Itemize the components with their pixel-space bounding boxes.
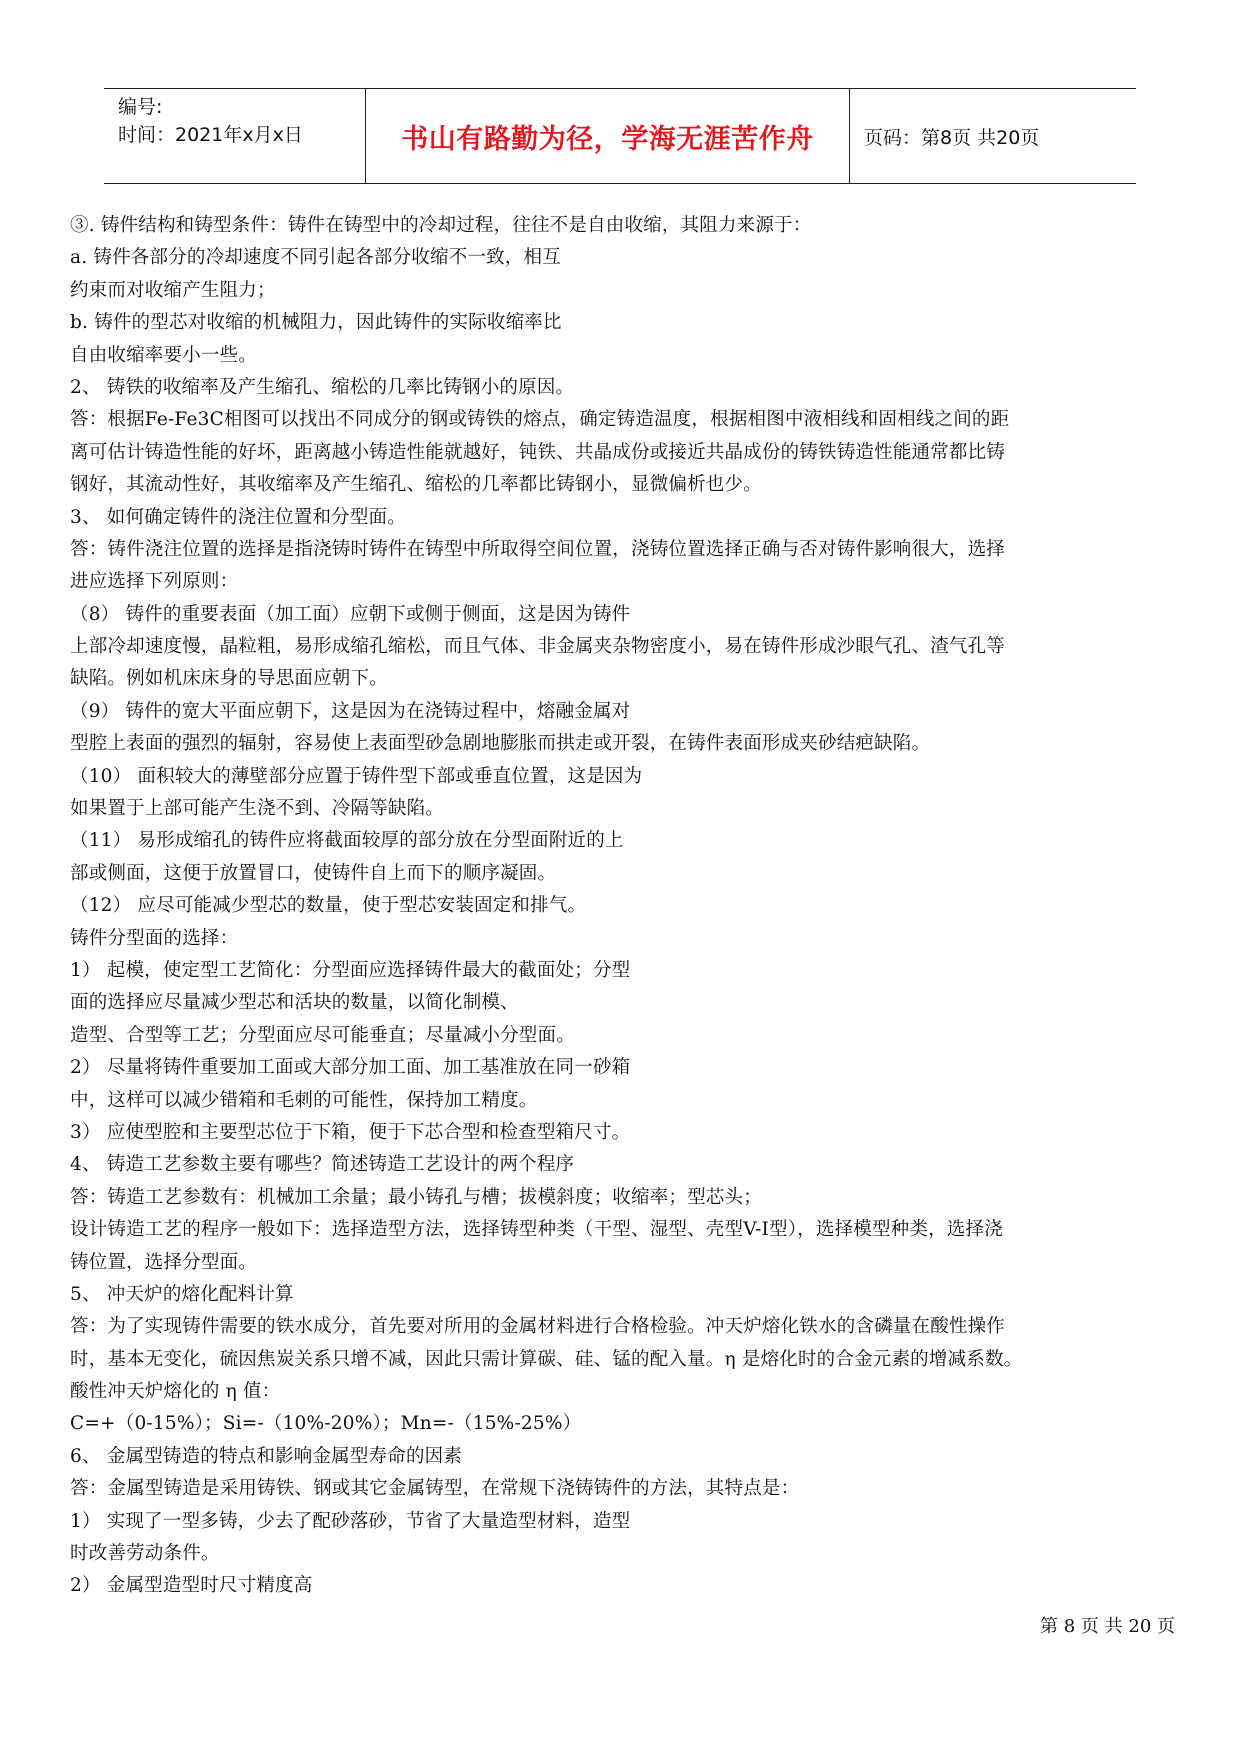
text-line: （12） 应尽可能减少型芯的数量，使于型芯安装固定和排气。 xyxy=(70,895,587,917)
doc-number-label: 编号: xyxy=(118,96,163,118)
text-line: 3） 应使型腔和主要型芯位于下箱，便于下芯合型和检查型箱尺寸。 xyxy=(70,1121,631,1143)
text-line: 如果置于上部可能产生浇不到、冷隔等缺陷。 xyxy=(70,798,445,820)
document-body xyxy=(70,210,1170,1603)
page-footer: 第 8 页 共 20 页 xyxy=(1040,1616,1175,1637)
text-line: 自由收缩率要小一些。 xyxy=(70,344,258,366)
text-line: 2） 金属型造型时尺寸精度高 xyxy=(70,1575,313,1597)
text-line: （10） 面积较大的薄壁部分应置于铸件型下部或垂直位置，这是因为 xyxy=(70,765,643,787)
text-line: 钢好，其流动性好，其收缩率及产生缩孔、缩松的几率都比铸钢小，显微偏析也少。 xyxy=(70,474,762,496)
text-line: 造型、合型等工艺；分型面应尽可能垂直；尽量减小分型面。 xyxy=(70,1024,575,1046)
text-line: 约束而对收缩产生阻力； xyxy=(70,279,276,301)
text-line: 4、 铸造工艺参数主要有哪些？简述铸造工艺设计的两个程序 xyxy=(70,1154,575,1176)
text-line: 2、 铸铁的收缩率及产生缩孔、缩松的几率比铸钢小的原因。 xyxy=(70,376,575,398)
text-line: 酸性冲天炉熔化的 η 值： xyxy=(70,1381,281,1403)
header-info-cell xyxy=(104,89,366,183)
text-line: 1） 实现了一型多铸，少去了配砂落砂，节省了大量造型材料，造型 xyxy=(70,1510,631,1532)
text-line: 答：为了实现铸件需要的铁水成分，首先要对所用的金属材料进行合格检验。冲天炉熔化铁水的含磷量在酸性操作 xyxy=(70,1316,1006,1338)
text-line: 上部冷却速度慢，晶粒粗，易形成缩孔缩松，而且气体、非金属夹杂物密度小，易在铸件形成沙眼气孔、渣气孔等 xyxy=(70,636,1006,658)
text-line: 2） 尽量将铸件重要加工面或大部分加工面、加工基准放在同一砂箱 xyxy=(70,1057,631,1079)
text-line: 进应选择下列原则： xyxy=(70,571,239,593)
text-line: 1） 起模，使定型工艺简化：分型面应选择铸件最大的截面处；分型 xyxy=(70,959,631,981)
text-line: 面的选择应尽量减少型芯和活块的数量，以简化制模、 xyxy=(70,992,519,1014)
header-motto: 书山有路勤为径，学海无涯苦作舟 xyxy=(366,89,850,183)
text-line: a. 铸件各部分的冷却速度不同引起各部分收缩不一致，相互 xyxy=(70,247,561,269)
text-line: 6、 金属型铸造的特点和影响金属型寿命的因素 xyxy=(70,1445,463,1467)
doc-time-label: 时间：2021年x月x日 xyxy=(118,124,303,146)
page-header xyxy=(104,88,1136,184)
text-line: 5、 冲天炉的熔化配料计算 xyxy=(70,1283,294,1305)
text-line: 答：铸造工艺参数有：机械加工余量；最小铸孔与槽；拔模斜度；收缩率；型芯头； xyxy=(70,1186,762,1208)
text-line: 铸位置，选择分型面。 xyxy=(70,1251,258,1273)
text-line: 时改善劳动条件。 xyxy=(70,1543,220,1565)
text-line: （11） 易形成缩孔的铸件应将截面较厚的部分放在分型面附近的上 xyxy=(70,830,624,852)
text-line: 答：根据Fe-Fe3C相图可以找出不同成分的钢或铸铁的熔点，确定铸造温度，根据相图中液相线和固相线之间的距 xyxy=(70,409,1010,431)
text-line: 设计铸造工艺的程序一般如下：选择造型方法，选择铸型种类（干型、湿型、壳型V-I型），选择模型种类，选择浇 xyxy=(70,1219,1003,1241)
text-line: 部或侧面，这便于放置冒口，使铸件自上而下的顺序凝固。 xyxy=(70,862,557,884)
text-line: b. 铸件的型芯对收缩的机械阻力，因此铸件的实际收缩率比 xyxy=(70,312,562,334)
text-line: 铸件分型面的选择： xyxy=(70,927,239,949)
text-line: 型腔上表面的强烈的辐射，容易使上表面型砂急剧地膨胀而拱走或开裂，在铸件表面形成夹砂结疤缺陷。 xyxy=(70,733,931,755)
text-line: 中，这样可以减少错箱和毛刺的可能性，保持加工精度。 xyxy=(70,1089,538,1111)
text-line: 离可估计铸造性能的好坏，距离越小铸造性能就越好，钝铁、共晶成份或接近共晶成份的铸铁铸造性能通常都比铸 xyxy=(70,441,1006,463)
text-line: 答：铸件浇注位置的选择是指浇铸时铸件在铸型中所取得空间位置，浇铸位置选择正确与否对铸件影响很大，选择 xyxy=(70,538,1006,560)
text-line: 3、 如何确定铸件的浇注位置和分型面。 xyxy=(70,506,406,528)
text-line: 时，基本无变化，硫因焦炭关系只增不减，因此只需计算碳、硅、锰的配入量。η 是熔化时的合金元素的增减系数。 xyxy=(70,1348,1023,1370)
text-line: 答：金属型铸造是采用铸铁、钢或其它金属铸型，在常规下浇铸铸件的方法，其特点是： xyxy=(70,1478,800,1500)
text-line: ③. 铸件结构和铸型条件：铸件在铸型中的冷却过程，往往不是自由收缩，其阻力来源于： xyxy=(70,215,812,236)
header-page-label: 页码：第8页 共20页 xyxy=(864,126,1040,149)
text-line: （8） 铸件的重要表面（加工面）应朝下或侧于侧面，这是因为铸件 xyxy=(70,603,631,625)
text-line: 缺陷。例如机床床身的导思面应朝下。 xyxy=(70,668,388,690)
text-line: C=+（0-15%）；Si=-（10%-20%）；Mn=-（15%-25%） xyxy=(70,1413,582,1435)
text-line: （9） 铸件的宽大平面应朝下，这是因为在浇铸过程中，熔融金属对 xyxy=(70,700,631,722)
